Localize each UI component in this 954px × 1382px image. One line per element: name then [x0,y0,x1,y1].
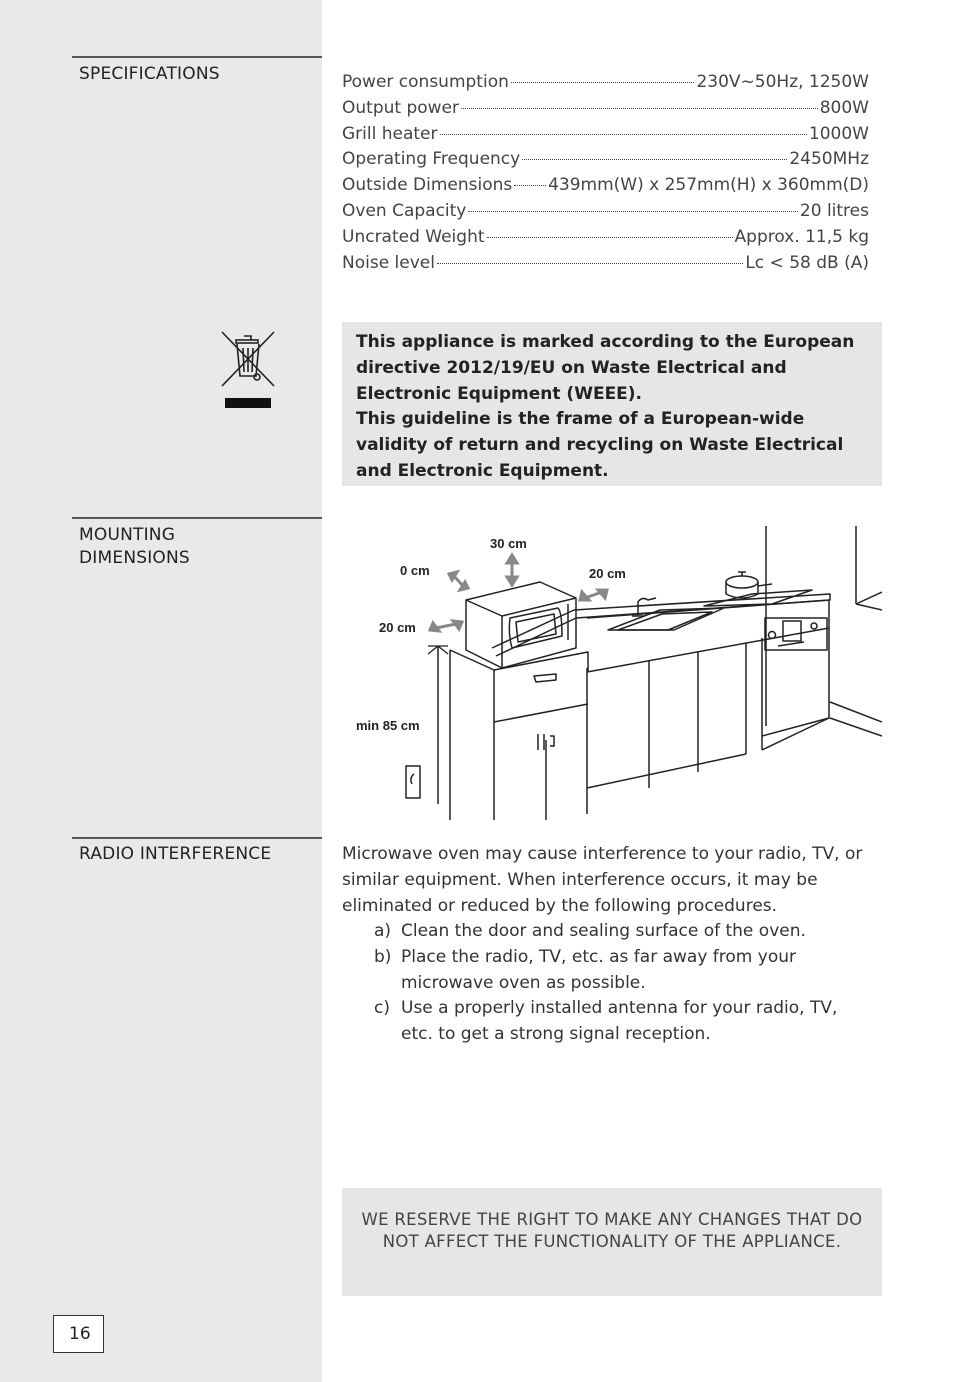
weee-line: This guideline is the frame of a European-wide [356,409,805,430]
spec-row [342,149,869,175]
section-title-specifications: SPECIFICATIONS [79,64,220,84]
weee-line: validity of return and recycling on Waste Electrical [356,435,844,456]
spec-label: Outside Dimensions [342,175,513,196]
list-item [374,919,874,945]
spec-label: Grill heater [342,123,438,144]
list-item [374,945,874,997]
spec-value: Approx. 11,5 kg [734,226,869,247]
weee-line: directive 2012/19/EU on Waste Electrical and [356,357,787,378]
spec-row [342,124,869,150]
weee-line: and Electronic Equipment. [356,460,609,481]
weee-notice-box [342,322,882,486]
back-clearance-label: 0 cm [400,563,430,578]
list-text: Use a properly installed antenna for your radio, TV, etc. to get a strong signal reception. [401,998,838,1045]
dot-leader [468,211,798,212]
spec-value: 230V~50Hz, 1250W [696,72,869,92]
list-marker: c) [374,998,390,1019]
spec-row [342,98,869,124]
crossed-out-wheelie-bin-icon [220,330,276,410]
spec-row [342,227,869,253]
mounting-diagram [342,522,882,822]
left-clearance-label: 20 cm [379,620,416,635]
section-title-radio: RADIO INTERFERENCE [79,844,272,864]
spec-row [342,253,869,279]
section-divider [72,517,322,519]
dot-leader [461,108,818,109]
section-divider [72,56,322,58]
left-sidebar [0,0,322,1382]
page-number: 16 [53,1315,104,1353]
min-height-label: min 85 cm [356,718,420,733]
list-text: Place the radio, TV, etc. as far away from your microwave oven as possible. [401,946,797,993]
dot-leader [440,134,807,135]
dot-leader [511,82,695,83]
list-marker: a) [374,921,392,941]
section-title-mounting: MOUNTING DIMENSIONS [79,525,190,568]
weee-line: Electronic Equipment (WEEE). [356,383,643,404]
spec-label: Output power [342,97,459,118]
spec-value: 2450MHz [789,149,869,170]
spec-label: Operating Frequency [342,149,521,170]
spec-row [342,175,869,201]
section-divider [72,837,322,839]
list-item [374,996,874,1048]
spec-value: Lc < 58 dB (A) [745,252,869,273]
spec-label: Noise level [342,252,435,273]
spec-value: 20 litres [799,200,869,221]
radio-procedures-list [374,919,874,1048]
spec-label: Oven Capacity [342,200,467,221]
specifications-list [342,72,869,278]
spec-row [342,201,869,227]
spec-label: Uncrated Weight [342,226,485,247]
changes-notice-box [342,1188,882,1296]
right-clearance-label: 20 cm [589,566,626,581]
spec-label: Power consumption [342,72,509,92]
dot-leader [487,237,733,238]
spec-value: 800W [819,97,869,118]
top-clearance-label: 30 cm [490,536,527,551]
dot-leader [514,185,546,186]
weee-line: This appliance is marked according to the European [356,332,855,352]
changes-notice-text: WE RESERVE THE RIGHT TO MAKE ANY CHANGES THAT DO NOT AFFECT THE FUNCTIONALITY OF THE APPLIANCE. [361,1210,863,1251]
spec-row [342,72,869,98]
dot-leader [437,263,743,264]
list-marker: b) [374,946,392,967]
list-text: Clean the door and sealing surface of the oven. [401,921,806,941]
dot-leader [522,159,787,160]
weee-notice-text [356,330,871,485]
spec-value: 1000W [808,123,869,144]
spec-value: 439mm(W) x 257mm(H) x 360mm(D) [548,175,869,196]
radio-intro: Microwave oven may cause interference to your radio, TV, or similar equipment. When interference occurs, it may be eliminated or reduced by the following procedures. [342,844,863,916]
